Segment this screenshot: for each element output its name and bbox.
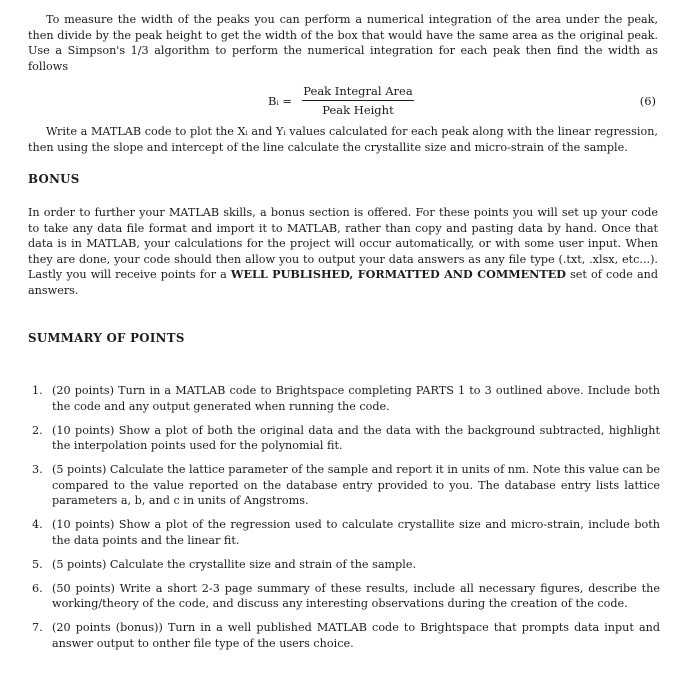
intro-paragraph: To measure the width of the peaks you can perform a numerical integration of the area under the peak, then divide by the peak height to get the width of the box that would have the same area as the original peak. Use a Simpson's 1/3 algorithm to perform the numerical integration for each peak then find the width as follows — [28, 13, 658, 73]
item-text: (50 points) Write a short 2-3 page summary of these results, include all necessary figures, describe the working/theory of the code, and discuss any interesting observations during the creation of the code. — [52, 581, 660, 611]
item-text: (5 points) Calculate the crystallite size and strain of the sample. — [52, 557, 417, 571]
equation-lhs: Bᵢ = — [268, 94, 293, 108]
width-equation — [0, 80, 700, 124]
item-number: 1. — [32, 384, 43, 397]
equation-numerator: Peak Integral Area — [302, 84, 414, 101]
item-number: 7. — [32, 621, 43, 635]
item-text: (10 points) Show a plot of the regression used to calculate crystallite size and micro-strain, include both the data points and the linear fit. — [52, 518, 660, 547]
item-text: (10 points) Show a plot of both the original data and the data with the background subtracted, highlight the interpolation points used for the polynomial fit. — [52, 423, 660, 453]
equation-number: (6) — [639, 94, 656, 108]
summary-item — [28, 517, 660, 548]
item-number: 5. — [32, 557, 43, 571]
summary-item — [28, 383, 660, 414]
summary-item — [28, 462, 660, 509]
summary-item — [28, 581, 660, 612]
regression-paragraph: Write a MATLAB code to plot the Xᵢ and Yᵢ values calculated for each peak along with the linear regression, then using the slope and intercept of the line calculate the crystallite size and micro-strain of the sample. — [28, 125, 658, 154]
bonus-text-start: In order to further your MATLAB skills, a bonus section is offered. For these points you will set up your code to take any data file format and import it to MATLAB, rather than copy and pasting data by hand. Once that data is in MATLAB, your calculations for the project will occur automatically, or with some user input. When they are done, your code should then allow you to output your data answers as any file type (.txt, .xlsx, etc...). Lastly you will receive points for a — [28, 206, 658, 282]
bonus-paragraph — [28, 205, 658, 299]
item-number: 6. — [32, 581, 43, 595]
item-number: 3. — [32, 463, 43, 477]
summary-list — [28, 383, 660, 660]
equation-denominator: Peak Height — [322, 103, 394, 117]
summary-item — [28, 423, 660, 454]
item-text: (5 points) Calculate the lattice parameter of the sample and report it in units of nm. Note this value can be compared to the value reported on the database entry provided to you. The database entry lists lattice parameters a, b, and c in units of Angstroms. — [52, 463, 660, 508]
summary-item — [28, 620, 660, 651]
summary-heading: SUMMARY OF POINTS — [28, 331, 185, 345]
summary-item — [28, 557, 660, 573]
item-number: 4. — [32, 518, 43, 532]
bonus-bold-text: WELL PUBLISHED, FORMATTED AND COMMENTED — [230, 267, 566, 282]
bonus-text-end: set of code and answers. — [28, 268, 658, 297]
bonus-heading: BONUS — [28, 172, 80, 186]
equation-fraction — [302, 84, 414, 117]
item-text: (20 points (bonus)) Turn in a well published MATLAB code to Brightspace that prompts data input and answer output to onther file type of the users choice. — [52, 621, 660, 651]
item-number: 2. — [32, 423, 43, 437]
item-text: (20 points) Turn in a MATLAB code to Brightspace completing PARTS 1 to 3 outlined above. Include both the code and any output generated when running the code. — [52, 384, 660, 413]
